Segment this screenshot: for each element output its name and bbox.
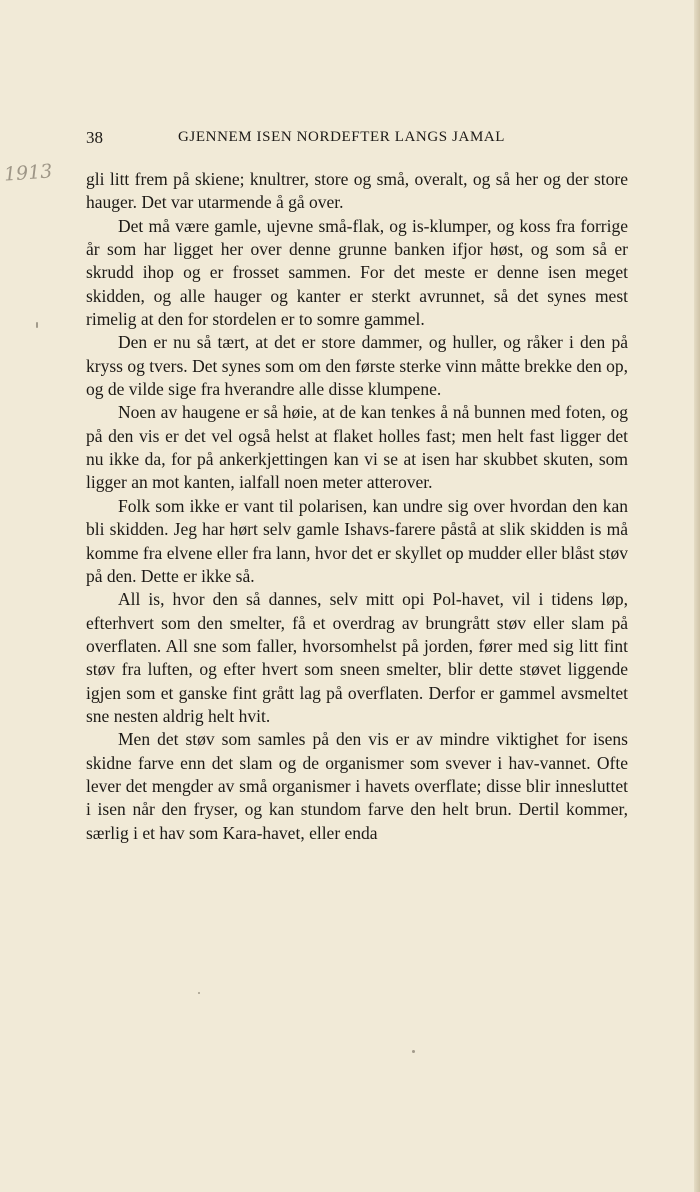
paragraph: All is, hvor den så dannes, selv mitt opi Pol-havet, vil i tidens løp, efterhvert som den smelter, få et overdrag av brungrått støv eller slam på overflaten. All sne som faller, hvorsomhelst på jorden, fører med sig litt fint støv fra luften, og efter hvert som sneen smelter, blir dette støvet liggende igjen som et ganske fint grått lag på overflaten. Derfor er gammel avsmeltet sne nesten aldrig helt hvit.: [86, 589, 628, 726]
paragraph: Men det støv som samles på den vis er av mindre viktighet for isens skidne farve enn det slam og de organismer som svever i hav-vannet. Ofte lever det mengder av små organismer i havets overflate; disse blir innesluttet i isen når den fryser, og kan stundom farve den helt brun. Dertil kommer, særlig i et hav som Kara-havet, eller enda: [86, 729, 628, 843]
page-header: [86, 128, 631, 150]
body-text: [86, 168, 628, 845]
margin-annotation: 1913: [3, 160, 54, 186]
paper-speck: [412, 1050, 415, 1053]
paper-speck: [198, 992, 200, 994]
paragraph: Den er nu så tært, at det er store dammer, og huller, og råker i den på kryss og tvers. Det synes som om den første sterke vinn måtte brekke den op, og de vilde sige fra hverandre alle disse klumpene.: [86, 332, 628, 400]
paragraph: Folk som ikke er vant til polarisen, kan undre sig over hvordan den kan bli skidden. Jeg har hørt selv gamle Ishavs-farere påstå at slik skidden is må komme fra elvene eller fra lann, hvor det er skyllet op mudder eller blåst støv på den. Dette er ikke så.: [86, 495, 628, 586]
running-head: GJENNEM ISEN NORDEFTER LANGS JAMAL: [178, 129, 506, 145]
paragraph: Noen av haugene er så høie, at de kan tenkes å nå bunnen med foten, og på den vis er det vel også helst at flaket holles fast; men helt fast ligger det nu ikke da, for på ankerkjettingen kan vi se at isen har skubbet skuten, som ligger an mot kanten, ialfall noen meter atterover.: [86, 402, 628, 493]
paragraph: gli litt frem på skiene; knultrer, store og små, overalt, og så her og der store hauger. Det var utarmende å gå over.: [86, 169, 628, 213]
paper-speck: [36, 322, 38, 328]
page-number: 38: [86, 128, 103, 147]
page-edge: [694, 0, 700, 1192]
paragraph: Det må være gamle, ujevne små-flak, og is-klumper, og koss fra forrige år som har ligget her over denne grunne banken ifjor høst, og som så er skrudd ihop og er frosset sammen. For det meste er denne isen meget skidden, og alle hauger og kanter er sterkt avrunnet, så det synes mest rimelig at den for stordelen er to somre gammel.: [86, 215, 628, 330]
